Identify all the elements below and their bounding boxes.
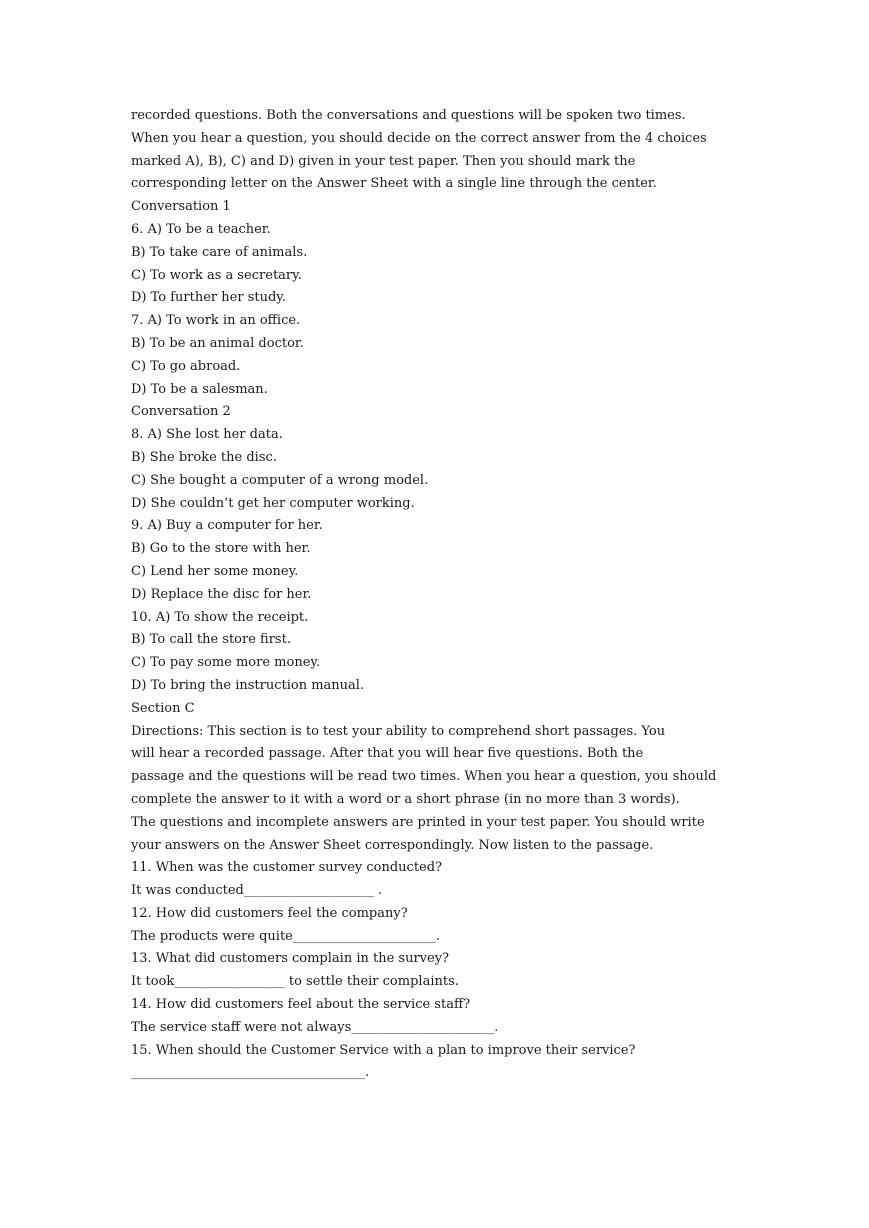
text-line: recorded questions. Both the conversations and questions will be spoken two times. bbox=[131, 108, 686, 123]
document-page bbox=[131, 105, 737, 1085]
answer-line: It was conducted____________________ . bbox=[131, 883, 383, 899]
directions-line: passage and the questions will be read two times. When you hear a question, you should bbox=[131, 769, 717, 785]
conversation-2 bbox=[131, 401, 737, 697]
answer-line: ____________________________________. bbox=[131, 1065, 370, 1081]
directions-line: your answers on the Answer Sheet correspondingly. Now listen to the passage. bbox=[131, 837, 654, 853]
answer-line: The service staff were not always______________________. bbox=[131, 1019, 499, 1035]
question-line: 9. A) Buy a computer for her. bbox=[131, 518, 323, 534]
directions-line: will hear a recorded passage. After that you will hear five questions. Both the bbox=[131, 746, 644, 762]
conversation-1 bbox=[131, 196, 737, 401]
directions-line: The questions and incomplete answers are printed in your test paper. You should write bbox=[131, 814, 705, 830]
answer-line: The products were quite______________________. bbox=[131, 928, 440, 944]
question-line: 10. A) To show the receipt. bbox=[131, 609, 309, 625]
option-line: B) To take care of animals. bbox=[131, 244, 308, 260]
conversation-2-heading: Conversation 2 bbox=[131, 404, 231, 420]
question-line: 6. A) To be a teacher. bbox=[131, 221, 271, 237]
option-line: D) Replace the disc for her. bbox=[131, 586, 312, 602]
directions-line: complete the answer to it with a word or a short phrase (in no more than 3 words). bbox=[131, 791, 680, 807]
question-line: 11. When was the customer survey conducted? bbox=[131, 860, 443, 876]
option-line: D) To be a salesman. bbox=[131, 381, 268, 397]
option-line: C) To go abroad. bbox=[131, 358, 241, 374]
option-line: B) Go to the store with her. bbox=[131, 541, 311, 557]
option-line: D) She couldn’t get her computer working. bbox=[131, 495, 415, 511]
question-line: 7. A) To work in an office. bbox=[131, 313, 301, 329]
question-line: 13. What did customers complain in the survey? bbox=[131, 951, 450, 967]
question-line: 15. When should the Customer Service with a plan to improve their service? bbox=[131, 1042, 636, 1058]
text-line: When you hear a question, you should decide on the correct answer from the 4 choices bbox=[131, 130, 707, 146]
question-line: 8. A) She lost her data. bbox=[131, 427, 283, 443]
section-c bbox=[131, 698, 737, 1086]
conversation-1-heading: Conversation 1 bbox=[131, 199, 231, 215]
option-line: C) She bought a computer of a wrong model. bbox=[131, 472, 429, 488]
text-line: marked A), B), C) and D) given in your test paper. Then you should mark the bbox=[131, 153, 636, 169]
option-line: D) To bring the instruction manual. bbox=[131, 677, 365, 693]
option-line: C) To work as a secretary. bbox=[131, 267, 302, 283]
intro-paragraph bbox=[131, 105, 737, 196]
section-c-heading: Section C bbox=[131, 700, 195, 716]
option-line: B) To be an animal doctor. bbox=[131, 335, 304, 351]
option-line: D) To further her study. bbox=[131, 290, 287, 306]
option-line: B) To call the store first. bbox=[131, 632, 291, 648]
option-line: B) She broke the disc. bbox=[131, 449, 277, 465]
text-line: corresponding letter on the Answer Sheet with a single line through the center. bbox=[131, 176, 657, 192]
answer-line: It took_________________ to settle their complaints. bbox=[131, 974, 459, 990]
option-line: C) Lend her some money. bbox=[131, 563, 299, 579]
directions-line: Directions: This section is to test your ability to comprehend short passages. You bbox=[131, 723, 666, 739]
question-line: 14. How did customers feel about the service staff? bbox=[131, 997, 471, 1013]
option-line: C) To pay some more money. bbox=[131, 655, 321, 671]
question-line: 12. How did customers feel the company? bbox=[131, 905, 408, 921]
